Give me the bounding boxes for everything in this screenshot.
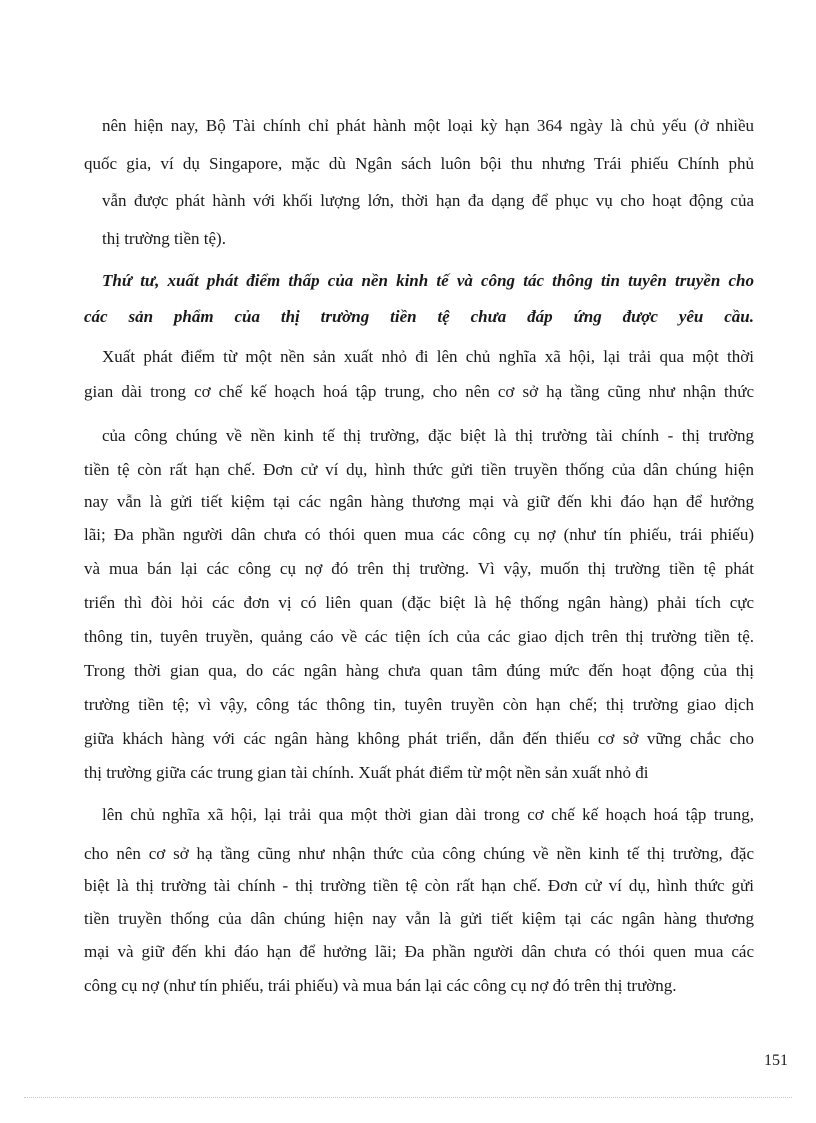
text-line: trường tiền tệ; vì vậy, công tác thông tin, tuyên truyền còn hạn chế; thị trường giao dịch: [84, 695, 754, 714]
text-line: tiền truyền thống của dân chúng hiện nay vẫn là gửi tiết kiệm tại các ngân hàng thương: [84, 909, 754, 928]
text-line: nên hiện nay, Bộ Tài chính chỉ phát hành một loại kỳ hạn 364 ngày là chủ yếu (ở nhiều: [102, 116, 754, 135]
text-line: Xuất phát điểm từ một nền sản xuất nhỏ đi lên chủ nghĩa xã hội, lại trải qua một thời: [102, 347, 754, 366]
text-line: triển thì đòi hỏi các đơn vị có liên quan (đặc biệt là hệ thống ngân hàng) phải tích cực: [84, 593, 754, 612]
text-line: thị trường tiền tệ).: [102, 229, 226, 248]
page-number: 151: [764, 1052, 788, 1069]
text-line: thị trường giữa các trung gian tài chính. Xuất phát điểm từ một nền sản xuất nhỏ đi: [84, 763, 649, 782]
text-line: lên chủ nghĩa xã hội, lại trải qua một thời gian dài trong cơ chế kế hoạch hoá tập trung,: [102, 805, 754, 824]
text-line: mại và giữ đến khi đáo hạn để hưởng lãi; Đa phần người dân chưa có thói quen mua các: [84, 942, 754, 961]
text-line: thông tin, tuyên truyền, quảng cáo về các tiện ích của các giao dịch trên thị trường tiền tệ.: [84, 627, 754, 646]
heading-line: Thứ tư, xuất phát điểm thấp của nền kinh tế và công tác thông tin tuyên truyền cho: [102, 271, 754, 290]
text-line: Trong thời gian qua, do các ngân hàng chưa quan tâm đúng mức đến hoạt động của thị: [84, 661, 754, 680]
text-line: cho nên cơ sở hạ tầng cũng như nhận thức của công chúng về nền kinh tế thị trường, đặc: [84, 844, 754, 863]
text-line: lãi; Đa phần người dân chưa có thói quen mua các công cụ nợ (như tín phiếu, trái phiếu): [84, 525, 754, 544]
text-line: biệt là thị trường tài chính - thị trường tiền tệ còn rất hạn chế. Đơn cử ví dụ, hình thức gửi: [84, 876, 754, 895]
text-line: của công chúng về nền kinh tế thị trường, đặc biệt là thị trường tài chính - thị trường: [102, 426, 754, 445]
text-line: nay vẫn là gửi tiết kiệm tại các ngân hàng thương mại và giữ đến khi đáo hạn để hưởng: [84, 492, 754, 511]
text-line: quốc gia, ví dụ Singapore, mặc dù Ngân sách luôn bội thu nhưng Trái phiếu Chính phủ: [84, 154, 754, 173]
text-line: vẫn được phát hành với khối lượng lớn, thời hạn đa dạng để phục vụ cho hoạt động của: [102, 191, 754, 210]
text-line: công cụ nợ (như tín phiếu, trái phiếu) và mua bán lại các công cụ nợ đó trên thị trường.: [84, 976, 677, 995]
heading-line: các sản phẩm của thị trường tiền tệ chưa đáp ứng được yêu cầu.: [84, 307, 754, 326]
text-line: và mua bán lại các công cụ nợ đó trên thị trường. Vì vậy, muốn thị trường tiền tệ phát: [84, 559, 754, 578]
page-bottom-border: [24, 1097, 792, 1098]
text-line: gian dài trong cơ chế kế hoạch hoá tập trung, cho nên cơ sở hạ tầng cũng như nhận thức: [84, 382, 754, 401]
text-line: giữa khách hàng với các ngân hàng không phát triển, dẫn đến thiếu cơ sở vững chắc cho: [84, 729, 754, 748]
text-line: tiền tệ còn rất hạn chế. Đơn cử ví dụ, hình thức gửi tiền truyền thống của dân chúng hiện: [84, 460, 754, 479]
